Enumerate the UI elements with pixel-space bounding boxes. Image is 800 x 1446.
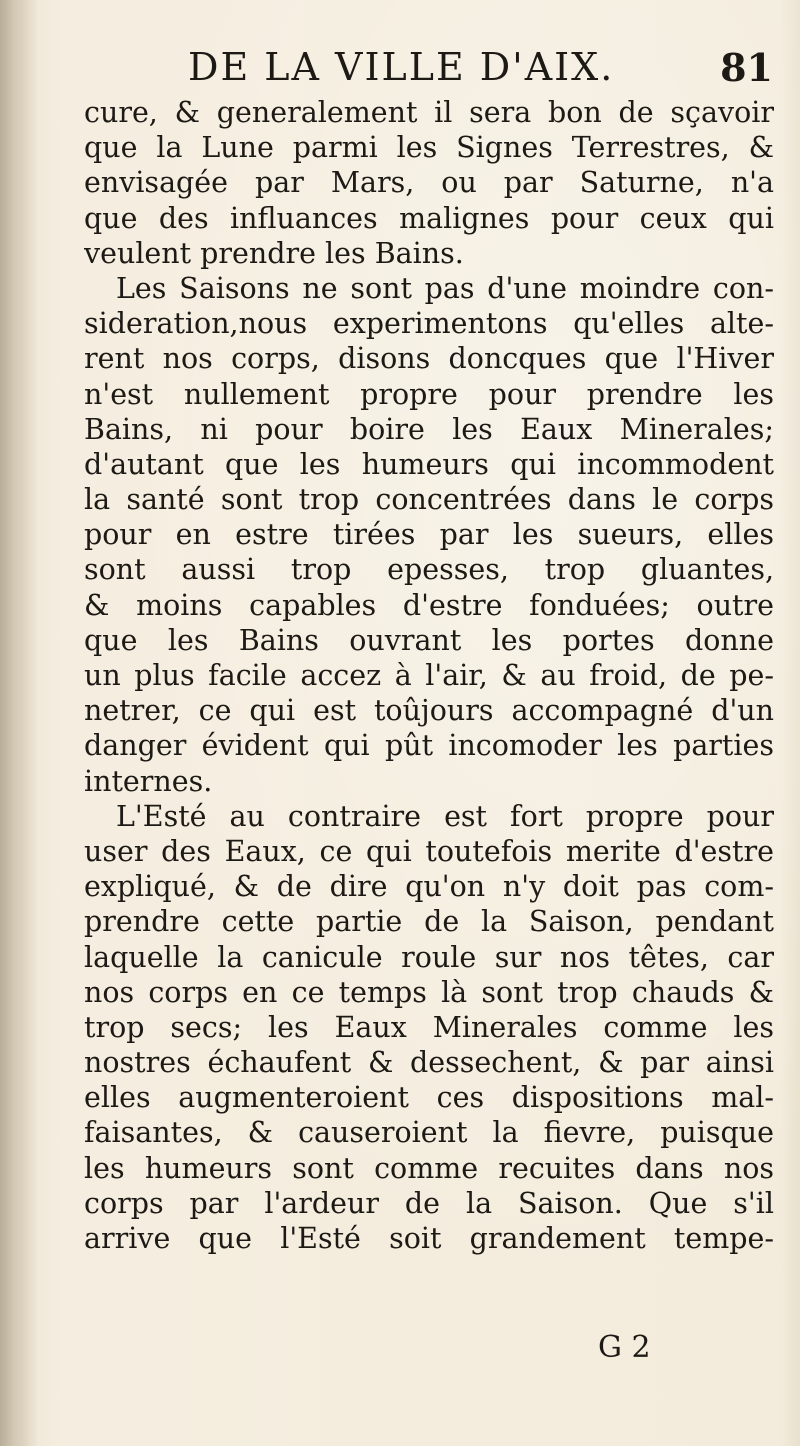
text-line: pour en estre tirées par les sueurs, elles	[84, 518, 774, 552]
text-line: que la Lune parmi les Signes Terrestres, &	[84, 131, 774, 165]
running-head	[188, 42, 773, 92]
text-line: sont aussi trop epesses, trop gluantes,	[84, 553, 774, 587]
body-text	[84, 95, 774, 1256]
text-line: nos corps en ce temps là sont trop chauds &	[84, 975, 774, 1009]
signature-mark: G 2	[598, 1330, 651, 1365]
text-line: user des Eaux, ce qui toutefois merite d'estre	[84, 834, 774, 868]
text-line: corps par l'ardeur de la Saison. Que s'il	[84, 1186, 774, 1220]
running-title: DE LA VILLE D'AIX.	[188, 45, 615, 89]
text-line: danger évident qui pût incomoder les parties	[84, 729, 774, 763]
text-line: rent nos corps, disons doncques que l'Hiver	[84, 342, 774, 376]
page-number: 81	[720, 44, 773, 90]
text-line: & moins capables d'estre fonduées; outre	[84, 588, 774, 622]
text-line: les humeurs sont comme recuites dans nos	[84, 1151, 774, 1185]
text-line: Bains, ni pour boire les Eaux Minerales;	[84, 412, 774, 446]
text-line: Les Saisons ne sont pas d'une moindre con-	[116, 271, 774, 305]
text-line: sideration,nous experimentons qu'elles alte-	[84, 307, 774, 341]
text-line: L'Esté au contraire est fort propre pour	[116, 799, 774, 833]
text-line: expliqué, & de dire qu'on n'y doit pas com-	[84, 870, 774, 904]
text-line: arrive que l'Esté soit grandement tempe-	[84, 1222, 774, 1255]
text-line: netrer, ce qui est toûjours accompagné d'un	[84, 694, 774, 728]
text-line: d'autant que les humeurs qui incommodent	[84, 447, 774, 481]
text-line: cure, & generalement il sera bon de sçavoir	[84, 96, 774, 129]
text-line: internes.	[84, 764, 213, 798]
text-line: trop secs; les Eaux Minerales comme les	[84, 1010, 774, 1044]
text-line: que des influances malignes pour ceux qui	[84, 201, 774, 235]
text-line: n'est nullement propre pour prendre les	[84, 377, 774, 411]
text-line: nostres échaufent & dessechent, & par ainsi	[84, 1046, 774, 1080]
text-line: prendre cette partie de la Saison, pendant	[84, 905, 774, 939]
text-line: elles augmenteroient ces dispositions mal-	[84, 1081, 774, 1115]
text-line: envisagée par Mars, ou par Saturne, n'a	[84, 166, 774, 200]
text-line: laquelle la canicule roule sur nos têtes, car	[84, 940, 774, 974]
page-gutter-shadow	[0, 0, 38, 1446]
text-line: que les Bains ouvrant les portes donne	[84, 623, 774, 657]
text-line: faisantes, & causeroient la fievre, puisque	[84, 1116, 774, 1150]
text-line: la santé sont trop concentrées dans le corps	[84, 483, 774, 517]
text-line: veulent prendre les Bains.	[84, 236, 464, 270]
text-line: un plus facile accez à l'air, & au froid, de pe-	[84, 659, 774, 692]
